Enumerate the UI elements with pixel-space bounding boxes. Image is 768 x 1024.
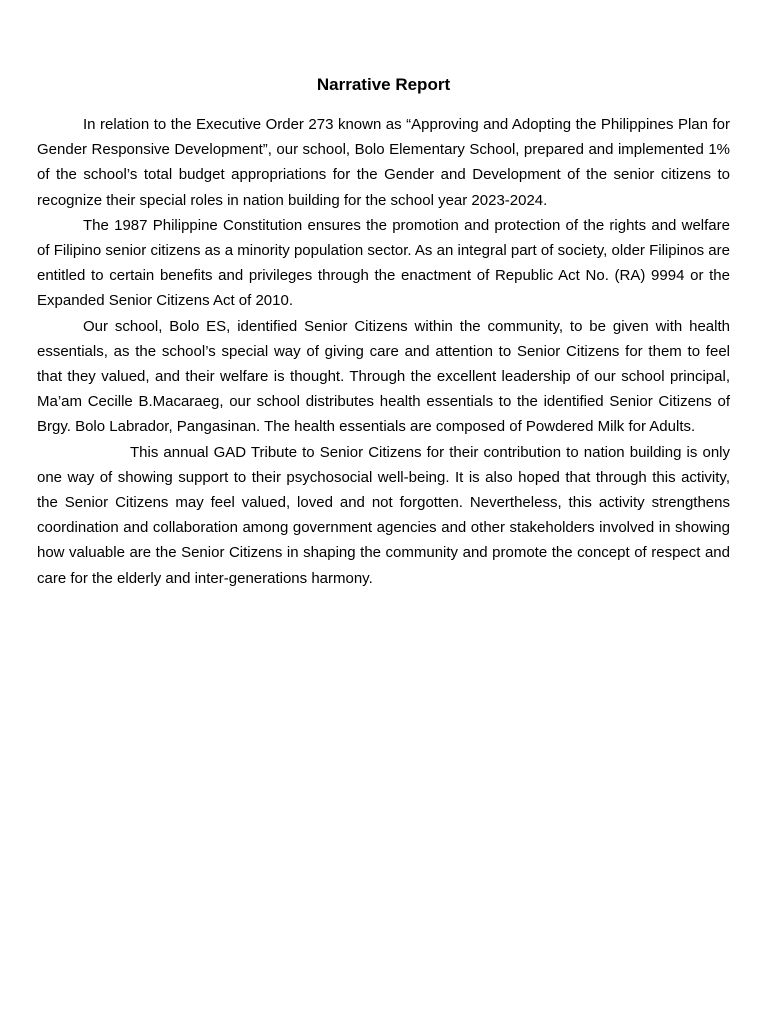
paragraph-health-essentials: Our school, Bolo ES, identified Senior Citizens within the community, to be given with health essentials, as the school’s special way of giving care and attention to Senior Citizens for them to feel that they valued, and their welfare is thought. Through the excellent leadership of our school principal, Ma’am Cecille B.Macaraeg, our school distributes health essentials to the identified Senior Citizens of Brgy. Bolo Labrador, Pangasinan. The health essentials are composed of Powdered Milk for Adults. xyxy=(37,317,730,436)
paragraph-executive-order: In relation to the Executive Order 273 known as “Approving and Adopting the Philippines Plan for Gender Responsive Development”, our school, Bolo Elementary School, prepared and implemented 1% of the school’s total budget appropriations for the Gender and Development of the senior citizens to recognize their special roles in nation building for the school year 2023-2024. xyxy=(37,116,730,209)
document-page xyxy=(37,73,730,591)
paragraph-constitution: The 1987 Philippine Constitution ensures the promotion and protection of the rights and welfare of Filipino senior citizens as a minority population sector. As an integral part of society, older Filipinos are entitled to certain benefits and privileges through the enactment of Republic Act No. (RA) 9994 or the Expanded Senior Citizens Act of 2010. xyxy=(37,216,730,310)
paragraph-gad-tribute: This annual GAD Tribute to Senior Citizens for their contribution to nation building is only one way of showing support to their psychosocial well-being. It is also hoped that through this activity, the Senior Citizens may feel valued, loved and not forgotten. Nevertheless, this activity strengthens coordination and collaboration among government agencies and other stakeholders involved in showing how valuable are the Senior Citizens in shaping the community and promote the concept of respect and care for the elderly and inter-generations harmony. xyxy=(37,443,730,587)
document-title: Narrative Report xyxy=(316,75,451,94)
